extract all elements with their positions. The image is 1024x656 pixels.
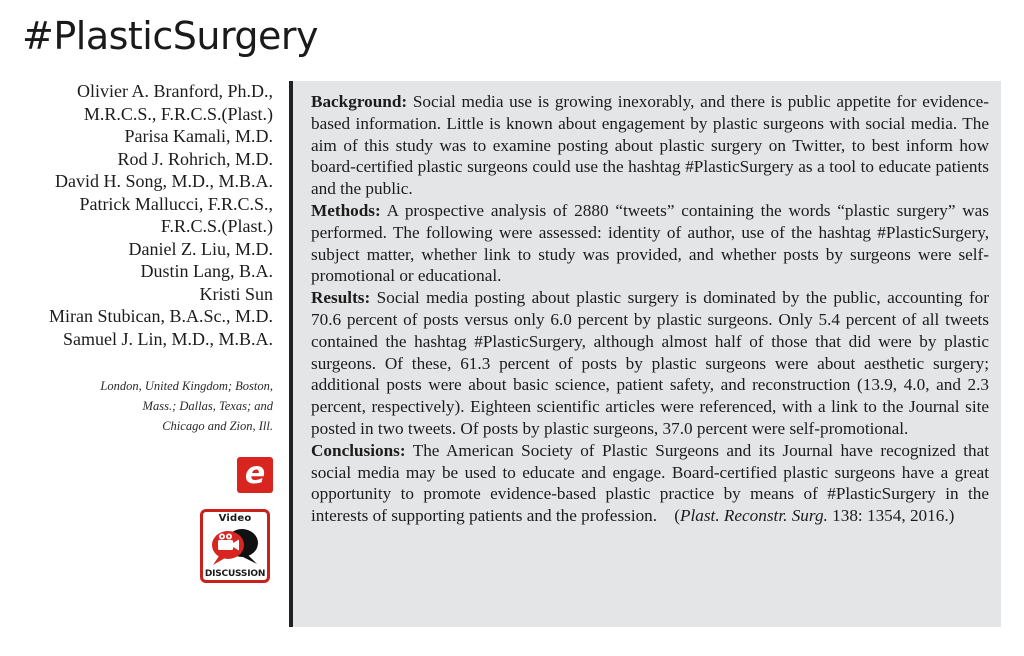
author-line: F.R.C.S.(Plast.) (160, 216, 273, 236)
author-line: David H. Song, M.D., M.B.A. (54, 171, 273, 191)
author-line: M.R.C.S., F.R.C.S.(Plast.) (83, 103, 273, 124)
methods-text: A prospective analysis of 2880 “tweets” containing the words “plastic surgery” was performed. The following were assessed: identity of author, use of the hashtag #PlasticSurgery, subject matter, whether link to study was provided, and whether posts by surgeons were self-promotional or educational. (311, 200, 989, 286)
abstract-conclusions: Conclusions: The American Society of Plastic Surgeons and its Journal have recognized that social media may be used to educate and engage. Board-certified plastic surgeons have a great opportunity to promote evidence-based plastic practice by means of #PlasticSurgery in the interests of supporting patients and the profession. (Plast. Reconstr. Surg. 138: 1354, 2016.) (311, 440, 989, 526)
abstract-results (311, 287, 989, 440)
author-line: Olivier A. Branford, Ph.D., (77, 81, 273, 101)
affiliation-line: Mass.; Dallas, Texas; and (142, 399, 273, 413)
affiliation-line: London, United Kingdom; Boston, (100, 379, 273, 393)
background-heading: Background: (311, 92, 408, 111)
abstract-background (311, 91, 989, 200)
author-line: Patrick Mallucci, F.R.C.S., (79, 193, 273, 214)
author-list (10, 80, 273, 350)
author-line: Kristi Sun (199, 283, 273, 304)
results-heading: Results: (311, 288, 371, 308)
affiliation-line: Chicago and Zion, Ill. (162, 419, 273, 433)
author-line: Samuel J. Lin, M.D., M.B.A. (62, 328, 273, 349)
affiliation (30, 376, 273, 436)
conclusions-heading: Conclusions: (311, 440, 406, 460)
abstract-methods (311, 200, 989, 287)
citation-journal: Plast. Reconstr. Surg. (680, 506, 828, 526)
page-title: #PlasticSurgery (22, 14, 319, 58)
results-text: Social media posting about plastic surgery is dominated by the public, accounting for 70.6 percent of posts versus only 6.0 percent by plastic surgeons. Only 5.4 percent of all tweets contained the hashtag #PlasticSurgery, although almost half of those that did were by plastic surgeons. Of these, 61.3 percent of posts by plastic surgeons were about aesthetic surgery; additional posts were about basic science, patient safety, and reconstruction (13.9, 4.0, and 2.3 percent, respectively). Eighteen scientific articles were referenced, with a link to the Journal site posted in two tweets. Of posts by plastic surgeons, 37.0 percent were self-promotional. (311, 288, 989, 438)
background-text: Social media use is growing inexorably, and there is public appetite for evidence-based information. Little is known about engagement by plastic surgeons with social media. The aim of this study was to examine posting about plastic surgery on Twitter, to best inform how board-certified plastic surgeons could use the hashtag #PlasticSurgery as a tool to educate patients and the public. (311, 92, 989, 199)
citation-details: 138: 1354, 2016. (832, 506, 949, 526)
conclusions-text: The American Society of Plastic Surgeons and its Journal have recognized that social media may be used to educate and engage. Board-certified plastic surgeons have a great opportunity to promote evidence-based plastic practice by means of #PlasticSurgery in the interests of supporting patients and the profession. (311, 440, 989, 526)
video-label: Video (218, 513, 252, 524)
methods-heading: Methods: (311, 200, 381, 220)
author-line: Rod J. Rohrich, M.D. (117, 148, 273, 169)
author-line: Parisa Kamali, M.D. (124, 126, 273, 146)
discussion-label: DISCUSSION (204, 569, 266, 579)
electronic-content-icon[interactable]: e (237, 457, 273, 493)
author-line: Miran Stubican, B.A.Sc., M.D. (49, 306, 273, 326)
video-discussion-icon (211, 526, 261, 566)
author-line: Daniel Z. Liu, M.D. (128, 238, 273, 259)
author-line: Dustin Lang, B.A. (140, 261, 273, 281)
video-discussion-badge[interactable] (200, 509, 270, 583)
abstract-box (289, 81, 1001, 627)
